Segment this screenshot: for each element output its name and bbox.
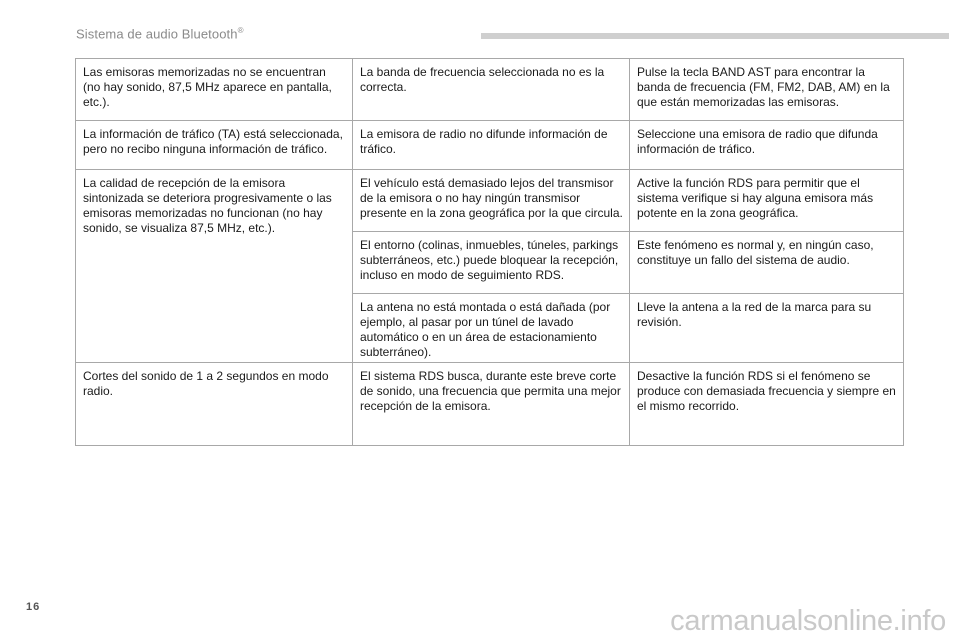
- problem-cell: Cortes del sonido de 1 a 2 segundos en modo radio.: [76, 363, 353, 446]
- table-row: [76, 363, 904, 446]
- cause-cell: La emisora de radio no difunde información de tráfico.: [353, 121, 630, 170]
- header-title-text: Sistema de audio Bluetooth: [76, 26, 238, 42]
- table-row: [76, 59, 904, 121]
- page-header-title: [76, 26, 244, 41]
- solution-cell: Este fenómeno es normal y, en ningún caso, constituye un fallo del sistema de audio.: [630, 232, 904, 294]
- problem-cell: La calidad de recepción de la emisora sintonizada se deteriora progresivamente o las emisoras memorizadas no funcionan (no hay sonido, se visualiza 87,5 MHz, etc.).: [76, 170, 353, 363]
- problem-cell: Las emisoras memorizadas no se encuentran (no hay sonido, 87,5 MHz aparece en pantalla, etc.).: [76, 59, 353, 121]
- cause-cell: La antena no está montada o está dañada (por ejemplo, al pasar por un túnel de lavado automático o en un área de estacionamiento subterráneo).: [353, 294, 630, 363]
- solution-cell: Seleccione una emisora de radio que difunda información de tráfico.: [630, 121, 904, 170]
- cause-cell: El vehículo está demasiado lejos del transmisor de la emisora o no hay ningún transmisor presente en la zona geográfica por la que circula.: [353, 170, 630, 232]
- site-watermark: carmanualsonline.info: [670, 605, 946, 637]
- solution-cell: Active la función RDS para permitir que el sistema verifique si hay alguna emisora más potente en la zona geográfica.: [630, 170, 904, 232]
- problem-cell: La información de tráfico (TA) está seleccionada, pero no recibo ninguna información de tráfico.: [76, 121, 353, 170]
- cause-cell: La banda de frecuencia seleccionada no es la correcta.: [353, 59, 630, 121]
- cause-cell: El sistema RDS busca, durante este breve corte de sonido, una frecuencia que permita una mejor recepción de la emisora.: [353, 363, 630, 446]
- table-row: [76, 170, 904, 232]
- solution-cell: Desactive la función RDS si el fenómeno se produce con demasiada frecuencia y siempre en el mismo recorrido.: [630, 363, 904, 446]
- table-row: [76, 121, 904, 170]
- troubleshooting-table: [75, 58, 904, 446]
- solution-cell: Lleve la antena a la red de la marca para su revisión.: [630, 294, 904, 363]
- page-number: 16: [26, 601, 41, 613]
- header-divider-bar: [481, 33, 949, 39]
- cause-cell: El entorno (colinas, inmuebles, túneles, parkings subterráneos, etc.) puede bloquear la recepción, incluso en modo de seguimiento RDS.: [353, 232, 630, 294]
- trademark-symbol: ®: [237, 26, 244, 35]
- solution-cell: Pulse la tecla BAND AST para encontrar la banda de frecuencia (FM, FM2, DAB, AM) en la que están memorizadas las emisoras.: [630, 59, 904, 121]
